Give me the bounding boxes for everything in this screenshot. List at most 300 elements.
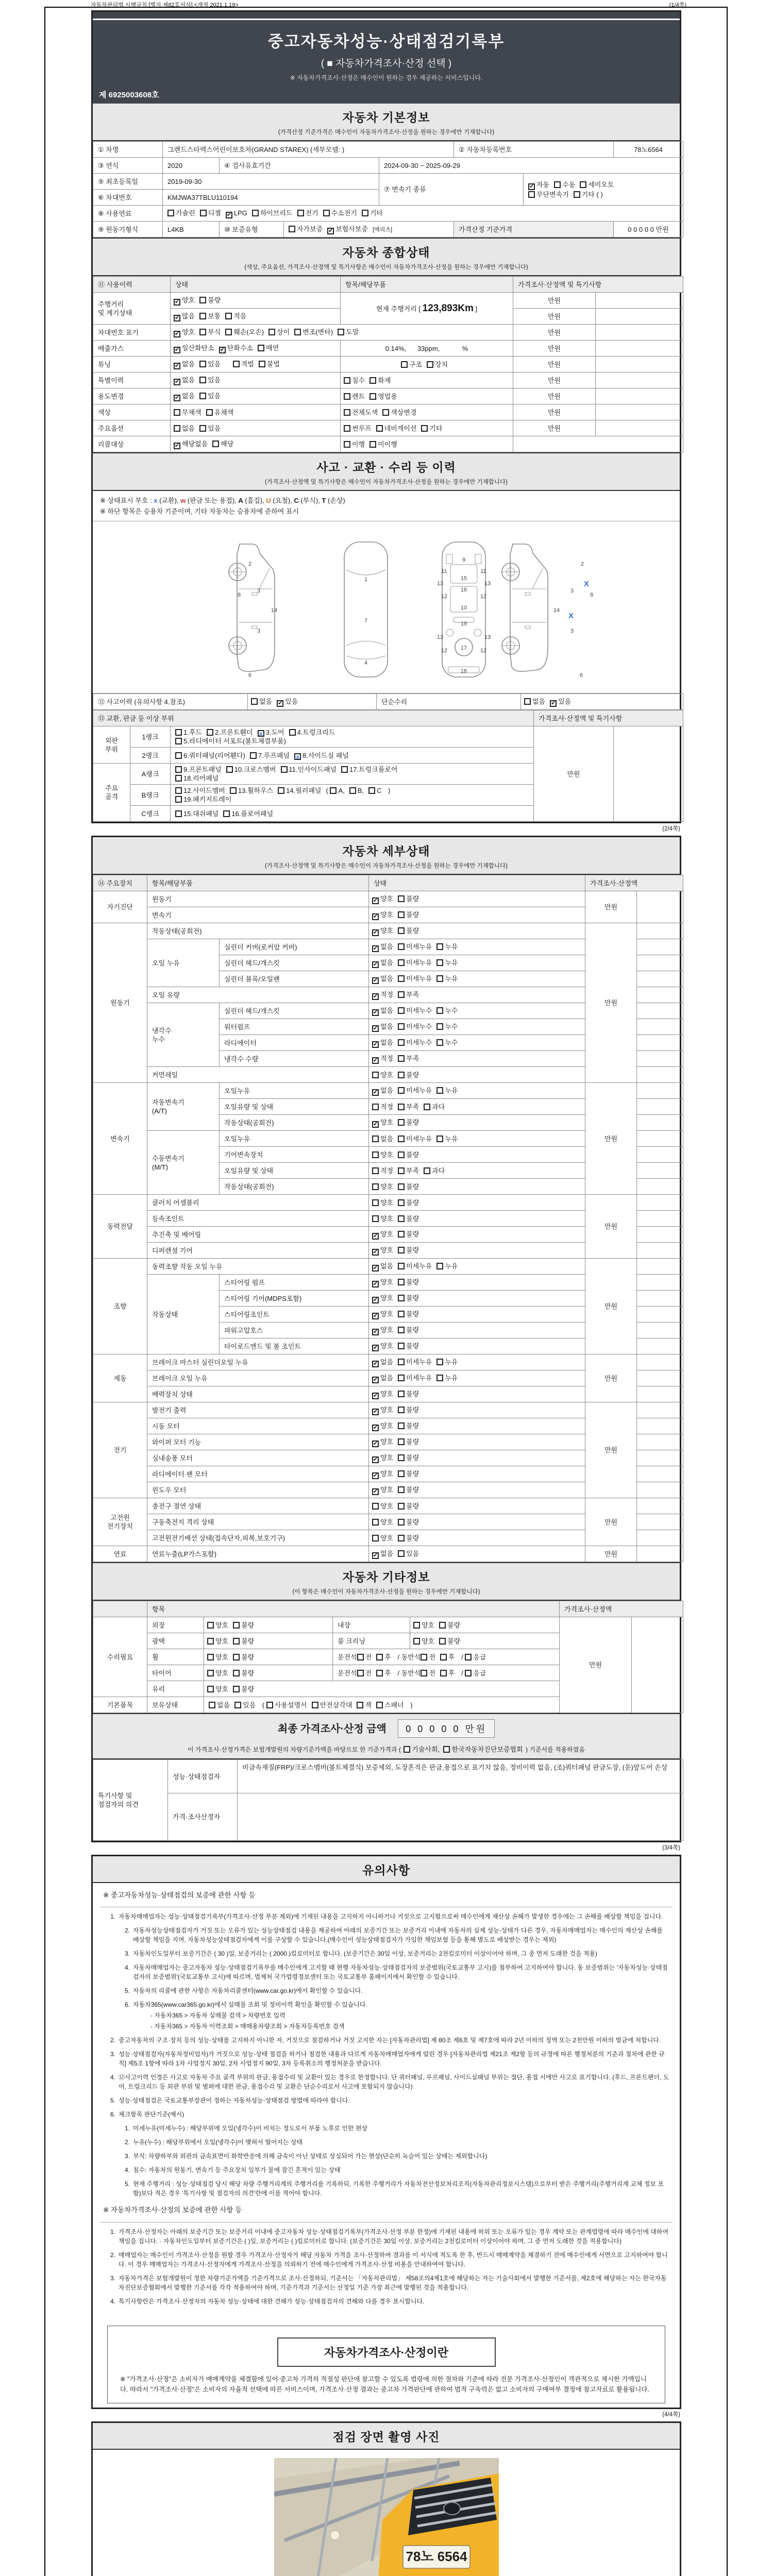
checkbox[interactable]: 미이행 (369, 440, 397, 449)
checkbox[interactable]: 미세누유 (398, 1374, 432, 1382)
checkbox[interactable]: 누유 (436, 1086, 458, 1095)
section-title: 자동차 세부상태 (342, 844, 430, 858)
checkbox[interactable]: 변조(변타) (294, 328, 333, 336)
table-cell (369, 1323, 585, 1338)
checkbox[interactable]: ✔ 양호 (373, 1469, 394, 1479)
checkbox[interactable]: ✔ 있음 (551, 697, 572, 706)
checkbox[interactable]: 썬루프 (344, 424, 372, 433)
checkbox[interactable]: ✔ 없음 (373, 1086, 394, 1095)
checkbox[interactable]: 불량 (398, 1421, 419, 1430)
table-cell: 만원 (513, 404, 596, 420)
table-row (93, 158, 683, 174)
table-cell (204, 1681, 560, 1697)
checkbox[interactable]: 상이 (268, 328, 290, 336)
checkbox[interactable]: 훼손(오손) (225, 328, 264, 336)
checkbox[interactable]: 양호 (372, 1214, 393, 1223)
checkbox[interactable]: 침수 (344, 376, 365, 385)
checkbox[interactable]: ✔ 없음 (373, 958, 394, 968)
checkbox[interactable]: 누유 (436, 1262, 458, 1270)
checkbox[interactable]: 불량 (398, 1071, 419, 1079)
checkbox[interactable]: 누수 (436, 1038, 458, 1047)
panel-number: 4 (364, 660, 368, 666)
table-row (93, 436, 683, 452)
overall-condition-table-grid (93, 276, 683, 452)
table-cell (171, 726, 534, 748)
checkbox[interactable]: ✔ 해당없음 (175, 439, 208, 449)
checkbox-tech-society[interactable]: 기술사회, (404, 1744, 440, 1754)
checkbox[interactable]: 불량 (398, 1342, 419, 1350)
checkbox[interactable]: ✔ 양호 (373, 1118, 394, 1127)
checkbox[interactable]: 전 (421, 1653, 435, 1662)
checkbox[interactable]: ✔ 없음 (373, 1358, 394, 1367)
checkbox[interactable]: 불량 (398, 1230, 419, 1239)
table-cell (369, 1530, 585, 1546)
checkbox[interactable]: 기타 (362, 209, 383, 217)
checkbox[interactable]: 영업용 (369, 392, 397, 401)
checkbox[interactable]: 부족 (398, 1103, 419, 1111)
checkbox[interactable]: 양호 (372, 1198, 393, 1207)
checkbox[interactable]: 미세누수 (398, 1006, 432, 1015)
checkbox[interactable]: 매연 (258, 344, 279, 352)
panel-number: 10 (460, 605, 467, 611)
checkbox[interactable]: 불법 (259, 360, 280, 368)
checkbox[interactable]: 불량 (398, 1118, 419, 1127)
checkbox[interactable]: 적법 (233, 360, 254, 368)
checkbox[interactable]: ✔ LPG (226, 209, 247, 218)
checkbox[interactable]: 응급 (465, 1653, 486, 1662)
checkbox[interactable]: 12.사이드멤버 (175, 786, 225, 795)
checkbox[interactable]: ✔ 일산화탄소 (175, 344, 214, 353)
panel-number: 3 (570, 628, 574, 634)
checkbox[interactable]: 4.트렁크리드 (289, 728, 335, 737)
checkbox[interactable]: 2.프론트휀더 (207, 728, 253, 737)
checkbox[interactable]: ✔ 탄화수소 (220, 344, 254, 353)
checkbox[interactable]: 있음 (199, 360, 221, 368)
checkbox[interactable]: 양호 (207, 1621, 228, 1630)
checkbox[interactable]: 부족 (398, 1054, 419, 1063)
checkbox[interactable]: 불량 (398, 1246, 419, 1255)
checkbox[interactable]: 6.쿼터패널(리어휀다) (175, 751, 245, 760)
table-cell: 튜닝 (93, 357, 171, 372)
table-cell (163, 206, 683, 222)
checkbox[interactable]: 응급 (465, 1669, 486, 1677)
checkbox[interactable]: ✔ 없음 (373, 974, 394, 984)
checkbox[interactable]: 불량 (398, 1502, 419, 1511)
checkbox[interactable]: 누수 (436, 1006, 458, 1015)
section-cautions (93, 1856, 680, 1883)
table-cell: 휠 (147, 1649, 204, 1665)
table-cell (369, 1482, 585, 1498)
checkbox[interactable]: 없음 (251, 697, 272, 706)
table-cell (341, 357, 513, 372)
table-cell (596, 325, 683, 341)
table-cell (369, 1450, 585, 1466)
checkbox[interactable]: ✔ 없음 (373, 942, 394, 952)
table-cell (369, 1067, 585, 1083)
checkbox[interactable]: 18.리어패널 (175, 774, 219, 783)
checkbox[interactable]: 화재 (369, 376, 391, 385)
checkbox[interactable]: 불량 (398, 1182, 419, 1191)
panel-number: 12 (480, 648, 487, 654)
checkbox[interactable]: ✔ 양호 (373, 1310, 394, 1319)
checkbox[interactable]: 양호 (207, 1685, 228, 1693)
checkbox[interactable]: ✔ 양호 (373, 894, 394, 904)
checkbox[interactable]: 전기 (297, 209, 318, 217)
checkbox[interactable]: 미세누유 (398, 942, 432, 951)
checkbox[interactable]: 적음 (225, 312, 246, 320)
checkbox[interactable]: 불량 (398, 1469, 419, 1478)
checkbox[interactable]: 있음 (398, 1549, 419, 1558)
checkbox[interactable]: 누유 (436, 958, 458, 967)
checkbox[interactable]: ✔ 없음 (373, 1374, 394, 1383)
panel-number: 3 (257, 588, 261, 594)
checkbox[interactable]: 불량 (398, 1214, 419, 1223)
table-cell (632, 1617, 683, 1713)
checkbox[interactable]: 불량 (398, 1278, 419, 1286)
table-cell: 만원 (585, 1402, 637, 1498)
checkbox[interactable]: ✔ 없음 (175, 392, 195, 401)
table-cell: 2020 (163, 158, 220, 174)
checkbox[interactable]: 불량 (398, 926, 419, 935)
car-damage-diagram (93, 521, 680, 693)
checkbox[interactable]: 있음 (199, 392, 221, 400)
checkbox[interactable]: 불량 (398, 1150, 419, 1159)
checkbox[interactable]: 양호 (372, 1534, 393, 1543)
checkbox[interactable]: 불량 (398, 910, 419, 919)
checkbox[interactable]: 불량 (398, 1389, 419, 1398)
checkbox[interactable]: 자가보증 (289, 225, 323, 233)
checkbox[interactable]: 무단변속기 (528, 190, 569, 199)
section-note: (이 항목은 매수인이 자동차가격조사·산정을 원하는 경우에만 기재합니다) (292, 1589, 480, 1595)
checkbox[interactable]: ✔ 양호 (373, 1230, 394, 1239)
checkbox[interactable]: 있음 (199, 424, 221, 433)
panel-exchange-table (93, 710, 680, 822)
table-cell: 항목 (147, 1601, 560, 1617)
checkbox[interactable]: ✔ 없음 (373, 1262, 394, 1271)
checkbox[interactable]: 불량 (398, 1534, 419, 1543)
checkbox[interactable]: 1.후드 (175, 728, 202, 737)
checkbox[interactable]: 렌트 (344, 392, 365, 401)
table-cell: 오일 누유 (147, 939, 220, 987)
checkbox[interactable]: 14.필러패널 (278, 786, 321, 795)
checkbox[interactable]: ✔ 보험사보증 (328, 225, 368, 234)
checkbox[interactable]: 불량 (233, 1669, 254, 1677)
table-cell (204, 1617, 333, 1633)
checkbox[interactable]: ✔ 양호 (373, 1453, 394, 1463)
panel-number: 2 (248, 561, 252, 567)
checkbox[interactable]: 양호 (372, 1502, 393, 1511)
panel-number: 14 (271, 607, 278, 614)
checkbox[interactable]: 미세누수 (398, 1038, 432, 1047)
checkbox[interactable]: ✔ 양호 (175, 296, 195, 305)
checkbox[interactable]: 불량 (398, 1310, 419, 1318)
sheet-page3 (91, 1855, 681, 2409)
table-cell (171, 388, 341, 404)
checkbox[interactable]: x 3.도어 (258, 728, 284, 737)
table-cell (369, 1259, 585, 1275)
checkbox[interactable]: ✔ 양호 (373, 1294, 394, 1303)
checkbox[interactable]: ✔ 양호 (373, 1326, 394, 1335)
page-number-4: (4/4쪽) (662, 2411, 680, 2418)
checkbox[interactable]: ✔ 적정 (373, 1054, 394, 1063)
checkbox[interactable]: ✔ 양호 (373, 1389, 394, 1399)
checkbox[interactable]: 17.트렁크플로어 (341, 765, 397, 774)
table-cell (637, 1546, 683, 1562)
header-divider (93, 19, 680, 20)
checkbox[interactable]: 안전삼각대 (312, 1701, 352, 1709)
checkbox[interactable]: ✔ 양호 (373, 1485, 394, 1495)
checkbox[interactable]: 전 (421, 1669, 435, 1677)
table-cell: 가격조사·산정액 (585, 875, 683, 891)
checkbox[interactable]: 세미오토 (580, 180, 614, 189)
checkbox[interactable]: x 8.사이드실 패널 (294, 751, 349, 760)
checkbox[interactable]: ✔ 없음 (373, 1022, 394, 1031)
checkbox[interactable]: 미세누유 (398, 1086, 432, 1095)
table-cell (513, 436, 683, 452)
checkbox[interactable]: 디젤 (200, 209, 221, 217)
checkbox[interactable]: A, (330, 786, 344, 795)
checkbox[interactable]: ✔ 양호 (373, 1246, 394, 1255)
accident-legend (93, 491, 680, 521)
checkbox[interactable]: 불량 (233, 1653, 254, 1662)
checkbox[interactable]: 있음 (234, 1701, 256, 1709)
checkbox[interactable]: 미세누유 (398, 974, 432, 983)
table-cell (637, 1003, 683, 1019)
table-cell: 2024-09-30 ~ 2025-09-29 (379, 158, 683, 174)
checkbox[interactable]: 15.대쉬패널 (175, 809, 219, 818)
sheet-page1 (91, 10, 681, 823)
checkbox[interactable]: 불량 (233, 1637, 254, 1646)
checkbox[interactable]: 잭 (357, 1701, 372, 1709)
section-title: 유의사항 (362, 1863, 410, 1877)
notice-item: 5. 성능·상태점검은 국토교통부장관이 정하는 자동차성능·상태점검 방법에 따라야 합니다. (110, 2097, 350, 2105)
checkbox[interactable]: 전 (357, 1653, 372, 1662)
checkbox[interactable]: 전 (357, 1669, 372, 1677)
checkbox[interactable]: 후 (376, 1653, 391, 1662)
checkbox[interactable]: 사용설명서 (266, 1701, 307, 1709)
checkbox[interactable]: 불량 (439, 1621, 460, 1630)
checkbox[interactable]: 후 (440, 1669, 455, 1677)
checkbox[interactable]: 후 (440, 1653, 455, 1662)
table-cell (369, 1211, 585, 1227)
checkbox[interactable]: ✔ 양호 (373, 1421, 394, 1431)
checkbox[interactable]: 양호 (207, 1653, 228, 1662)
checkbox[interactable]: 불량 (398, 1294, 419, 1302)
checkbox[interactable]: 양호 (372, 1518, 393, 1527)
table-cell (369, 1131, 585, 1147)
panel-number: 16 (460, 587, 467, 593)
checkbox[interactable]: 불량 (233, 1685, 254, 1693)
checkbox[interactable]: 수동 (554, 180, 575, 189)
checkbox[interactable]: 구조 (401, 360, 422, 369)
checkbox[interactable]: 불량 (398, 1453, 419, 1462)
table-cell: 주요 골격 (93, 764, 130, 822)
checkbox[interactable]: 미세누유 (398, 1358, 432, 1366)
checkbox[interactable]: 가솔린 (167, 209, 195, 217)
checkbox[interactable]: ✔ 양호 (373, 1405, 394, 1415)
checkbox[interactable]: 10.크로스멤버 (226, 765, 276, 774)
checkbox[interactable]: 스패너 (376, 1701, 404, 1709)
table-cell: 커먼레일 (147, 1067, 369, 1083)
table-row (93, 1354, 683, 1370)
checkbox[interactable]: ✔ 없음 (175, 376, 195, 385)
checkbox[interactable]: 없음 (372, 1134, 393, 1143)
table-cell (369, 1003, 585, 1019)
checkbox-kada[interactable]: 한국자동차진단보증협회 (443, 1744, 523, 1754)
checkbox[interactable]: 누유 (436, 1358, 458, 1366)
checkbox[interactable]: 적정 (372, 1103, 393, 1111)
table-cell (637, 1195, 683, 1211)
panel-number: 11 (441, 568, 447, 574)
panel-number: 14 (553, 607, 560, 614)
checkbox[interactable]: 불량 (398, 894, 419, 903)
checkbox[interactable]: 부족 (398, 1166, 419, 1175)
checkbox[interactable]: ✔ 없음 (175, 360, 195, 369)
document-header (93, 12, 680, 104)
table-cell (637, 1307, 683, 1323)
table-cell: 만원 (585, 1195, 637, 1259)
checkbox[interactable]: 미세누유 (398, 1134, 432, 1143)
table-cell: 배력장치 상태 (147, 1386, 369, 1402)
checkbox[interactable]: 미세누수 (398, 1022, 432, 1031)
checkbox[interactable]: 5.라디에이터 서포트(볼트체결부품) (175, 737, 286, 745)
checkbox[interactable]: 양호 (207, 1669, 228, 1677)
checkbox[interactable]: 기타 ( ) (574, 190, 603, 199)
table-cell: 외판 부위 (93, 726, 130, 764)
checkbox[interactable]: ✔ 양호 (373, 1437, 394, 1447)
checkbox[interactable]: 19.패키지트레이 (175, 795, 231, 804)
checkbox[interactable]: 없음 (174, 424, 195, 433)
notice-item: 1. 가격조사·산정자는 아래의 보증기간 또는 보증거리 이내에 중고자동차 성능·상태점검기록부(가격조사·산정 부분 한정)에 기재된 내용에 허위 또는 오류가 있는 경우 계약 또는 관계법령에 따라 매수인에 대하여 책임을 집니다. · 자동차인도일부터 보증기간은 ( )일, 보증거리는 ( )킬로미터로 합니다. (보증기간은 30일 이상, 보증거리는 2천킬로미터 이상이어야 하며, 그 중 먼저 도래한 것을 적용합니다) (110, 2228, 669, 2245)
checkbox[interactable]: B, (349, 786, 364, 795)
checkbox[interactable]: ✔ 양호 (175, 328, 195, 337)
notice-item: 2. 매매업자는 매수인이 가격조사·산정을 원할 경우 가격조사·산정자가 해당 자동차 가격을 조사·산정하여 결과를 이 서식에 적도록 한 후, 반드시 매매계약을 체결하기 전에 매수인에게 서면으로 고지하여야 합니다. 이 경우 매매업자는 가격조사·산정자에게 가격조사·산정을 의뢰하기 전에 매수인에게 가격조사·산정 비용을 안내하여야 합니다. (110, 2251, 668, 2268)
checkbox[interactable]: 기타 (421, 424, 442, 433)
checkbox[interactable]: ✔ 없음 (373, 1549, 394, 1558)
checkbox[interactable]: C (368, 786, 381, 795)
checkbox[interactable]: 9.프론트패널 (175, 765, 222, 774)
checkbox[interactable]: 누유 (436, 942, 458, 951)
checkbox[interactable]: ✔ 없음 (373, 1038, 394, 1047)
checkbox[interactable]: ✔ 자동 (529, 180, 550, 190)
checkbox[interactable]: 미세누유 (398, 1262, 432, 1270)
table-cell: 만원 (585, 1354, 637, 1402)
checkbox[interactable]: 불량 (398, 1437, 419, 1446)
checkbox[interactable]: ✔ 양호 (373, 1278, 394, 1287)
table-cell: 상태 (369, 875, 585, 891)
checkbox[interactable]: ✔ 많음 (175, 312, 195, 321)
checkbox[interactable]: 누수 (436, 1022, 458, 1031)
checkbox[interactable]: 무채색 (174, 408, 201, 417)
checkbox[interactable]: 유채색 (206, 408, 234, 417)
table-row (93, 1195, 683, 1211)
table-cell (637, 971, 683, 987)
checkbox[interactable]: 불량 (398, 1405, 419, 1414)
checkbox[interactable]: 누유 (436, 1134, 458, 1143)
table-cell (410, 1633, 560, 1649)
checkbox[interactable]: 양호 (372, 1071, 393, 1079)
table-cell (204, 1633, 333, 1649)
table-cell (637, 1514, 683, 1530)
notice-item: 4. 침수: 자동차의 원동기, 변속기 등 주요장치 일부가 물에 잠긴 흔적이 있는 상태 (124, 2166, 341, 2174)
checkbox[interactable]: 16.플로어패널 (223, 809, 273, 818)
table-cell: 냉각수 수량 (220, 1051, 369, 1067)
checkbox[interactable]: 13.휠하우스 (230, 786, 273, 795)
table-cell: 만원 (534, 726, 614, 822)
table-cell (171, 404, 341, 420)
page-number-2: (2/4쪽) (662, 826, 680, 832)
checkbox[interactable]: 도말 (338, 328, 359, 336)
table-cell: 등속조인트 (147, 1211, 369, 1227)
checkbox[interactable]: 해당 (212, 439, 233, 448)
checkbox[interactable]: 불량 (233, 1621, 254, 1630)
checkbox[interactable]: 과다 (424, 1103, 445, 1111)
checkbox[interactable]: ✔ 있음 (278, 697, 298, 706)
checkbox[interactable]: 있음 (199, 376, 221, 384)
checkbox[interactable]: ✔ 없음 (373, 1006, 394, 1015)
checkbox[interactable]: 하이브리드 (252, 209, 293, 217)
checkbox[interactable]: 불량 (398, 1485, 419, 1494)
checkbox[interactable]: 양호 (372, 1182, 393, 1191)
checkbox[interactable]: 색상변경 (382, 408, 416, 417)
checkbox[interactable]: 양호 (413, 1621, 434, 1630)
checkbox[interactable]: 누유 (436, 1374, 458, 1382)
checkbox[interactable]: 부족 (398, 990, 419, 999)
checkbox[interactable]: 후 (376, 1669, 391, 1677)
table-cell: 변속기 (147, 907, 369, 923)
table-cell: 성능·상태점검자 (168, 1760, 238, 1793)
detail-condition-table (93, 875, 680, 1562)
checkbox[interactable]: 양호 (207, 1637, 228, 1646)
checkbox[interactable]: 7.루프패널 (250, 751, 290, 760)
checkbox[interactable]: 장치 (427, 360, 448, 369)
table-cell: 스티어링 펌프 (220, 1275, 369, 1291)
checkbox[interactable]: 불량 (398, 1326, 419, 1334)
checkbox[interactable]: 불량 (439, 1637, 460, 1646)
checkbox[interactable]: 없음 (209, 1701, 230, 1709)
table-cell: 2랭크 (130, 748, 171, 764)
checkbox[interactable]: 적정 (372, 1166, 393, 1175)
checkbox[interactable]: 과다 (424, 1166, 445, 1175)
table-cell (614, 726, 683, 822)
notice-item: 3. 부식: 차량하부와 외판의 금속표면이 화학반응에 의해 금속이 아닌 상태로 상실되어 가는 현상(단순히 녹슬어 있는 상태는 제외합니다) (124, 2153, 488, 2160)
table-cell (369, 1370, 585, 1386)
table-cell (369, 1083, 585, 1099)
checkbox[interactable]: 불량 (199, 296, 221, 304)
checkbox[interactable]: 보통 (199, 312, 221, 320)
checkbox[interactable]: ✔ 적정 (373, 990, 394, 999)
checkbox[interactable]: 11.인사이드패널 (281, 765, 337, 774)
checkbox[interactable]: 누유 (436, 974, 458, 983)
checkbox[interactable]: ✔ 양호 (373, 1342, 394, 1351)
checkbox[interactable]: 미세누유 (398, 958, 432, 967)
table-cell (637, 1035, 683, 1051)
checkbox[interactable]: 불량 (398, 1518, 419, 1527)
checkbox[interactable]: 불량 (398, 1198, 419, 1207)
checkbox[interactable]: 양호 (372, 1150, 393, 1159)
checkbox[interactable]: 양호 (413, 1637, 434, 1646)
checkbox[interactable]: 수소전기 (323, 209, 357, 217)
checkbox[interactable]: 부식 (199, 328, 221, 336)
checkbox[interactable]: ✔ 양호 (373, 910, 394, 920)
notice-item: 3. 성능·상태점검자(자동차정비업자)가 거짓으로 성능·상태 점검을 하거나 점검한 내용과 다르게 자동차매매업자에게 알린 경우 [자동차관리법 제21조 제2항 등의 규정에 따른 행정처분의 기준과 절차에 관한 규칙] 제5조 1항에 따라 1차 사업정지 30일, 2차 사업정지 90일, 3차 등록취소의 행정처분을 받습니다. (110, 2050, 665, 2067)
checkbox[interactable]: ✔ 양호 (373, 926, 394, 936)
checkbox[interactable]: 네비게이션 (376, 424, 417, 433)
checkbox[interactable]: 없음 (524, 697, 545, 706)
checkbox[interactable]: 전체도색 (344, 408, 378, 417)
checkbox[interactable]: 이행 (344, 440, 365, 449)
panel-number: 11 (480, 568, 486, 574)
